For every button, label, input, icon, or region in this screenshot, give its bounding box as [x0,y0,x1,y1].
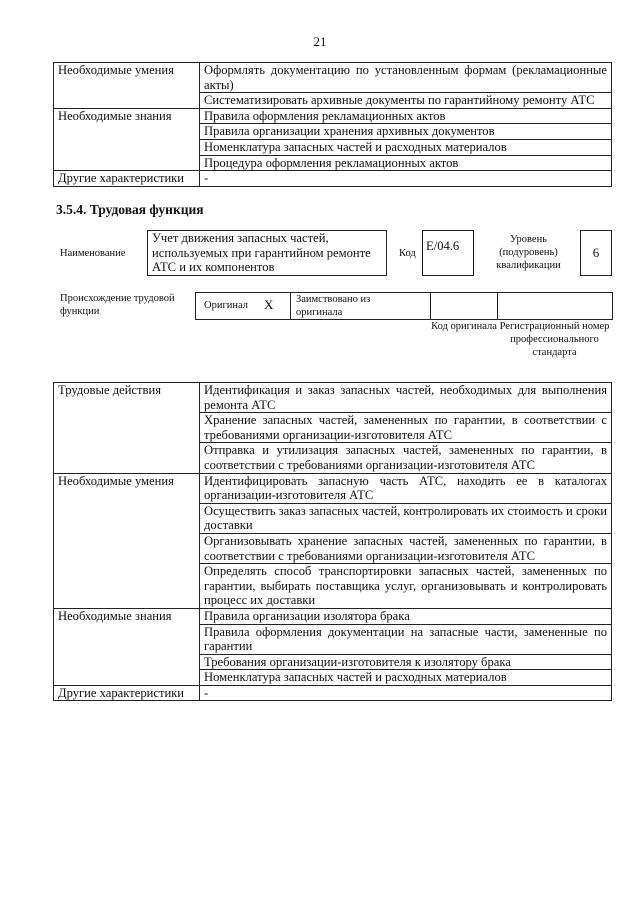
row-item: Систематизировать архивные документы по гарантийному ремонту АТС [200,93,612,109]
table-row [54,473,612,503]
level-label: Уровень (подуровень) квалификации [496,234,561,271]
table-row [54,63,612,93]
row-item: Осуществить заказ запасных частей, контролировать их стоимость и сроки доставки [200,503,612,533]
borrowed-label: Заимствовано из оригинала [296,294,371,318]
original-mark: X [264,297,274,312]
table-row [54,108,612,124]
row-item: Оформлять документацию по установленным формам (рекламационные акты) [200,63,612,93]
name-label: Наименование [60,248,126,259]
row-item: Идентификация и заказ запасных частей, необходимых для выполнения ремонта АТС [200,383,612,413]
table-row [54,171,612,187]
row-item: Правила организации хранения архивных документов [200,124,612,140]
row-label: Трудовые действия [54,383,200,474]
row-item: Правила оформления документации на запасные части, замененные по гарантии [200,624,612,654]
characteristics-table-2 [53,382,612,701]
row-item: Номенклатура запасных частей и расходных материалов [200,670,612,686]
level-value-box: 6 [580,230,612,276]
characteristics-table-1 [53,62,612,187]
row-label: Другие характеристики [54,685,200,701]
code-original-caption: Код оригинала [431,321,497,332]
origin-box [195,292,613,320]
row-label: Необходимые знания [54,608,200,685]
code-value-box: E/04.6 [422,230,474,276]
row-item: - [200,685,612,701]
original-label: Оригинал [204,300,248,311]
table-row [54,685,612,701]
row-label: Необходимые умения [54,473,200,608]
row-item: Организовывать хранение запасных частей, замененных по гарантии, в соответствии с требованиями организации-изготовителя АТС [200,533,612,563]
reg-number-caption: Регистрационный номер профессионального стандарта [499,321,610,358]
row-item: Отправка и утилизация запасных частей, замененных по гарантии, в соответствии с требованиями организации-изготовителя АТС [200,443,612,473]
code-label: Код [399,248,416,259]
row-label: Другие характеристики [54,171,200,187]
divider [290,293,291,319]
page-number: 21 [313,34,327,49]
row-item: Процедура оформления рекламационных актов [200,155,612,171]
function-name-box: Учет движения запасных частей, используемых при гарантийном ремонте АТС и их компонентов [147,230,387,276]
row-item: Хранение запасных частей, замененных по гарантии, в соответствии с требованиями организации-изготовителя АТС [200,413,612,443]
divider [497,293,498,319]
divider [430,293,431,319]
origin-label: Происхождение трудовой функции [60,293,175,317]
table-row [54,608,612,624]
row-item: Номенклатура запасных частей и расходных материалов [200,139,612,155]
row-item: Определять способ транспортировки запасных частей, замененных по гарантии, выбирать поставщика услуг, организовывать и контролировать процесс их доставки [200,564,612,609]
row-item: Идентифицировать запасную часть АТС, находить ее в каталогах организации-изготовителя АТС [200,473,612,503]
row-label: Необходимые умения [54,63,200,109]
section-heading: 3.5.4. Трудовая функция [56,202,204,217]
row-item: Требования организации-изготовителя к изолятору брака [200,654,612,670]
row-item: - [200,171,612,187]
row-item: Правила организации изолятора брака [200,608,612,624]
row-item: Правила оформления рекламационных актов [200,108,612,124]
table-row [54,383,612,413]
row-label: Необходимые знания [54,108,200,170]
